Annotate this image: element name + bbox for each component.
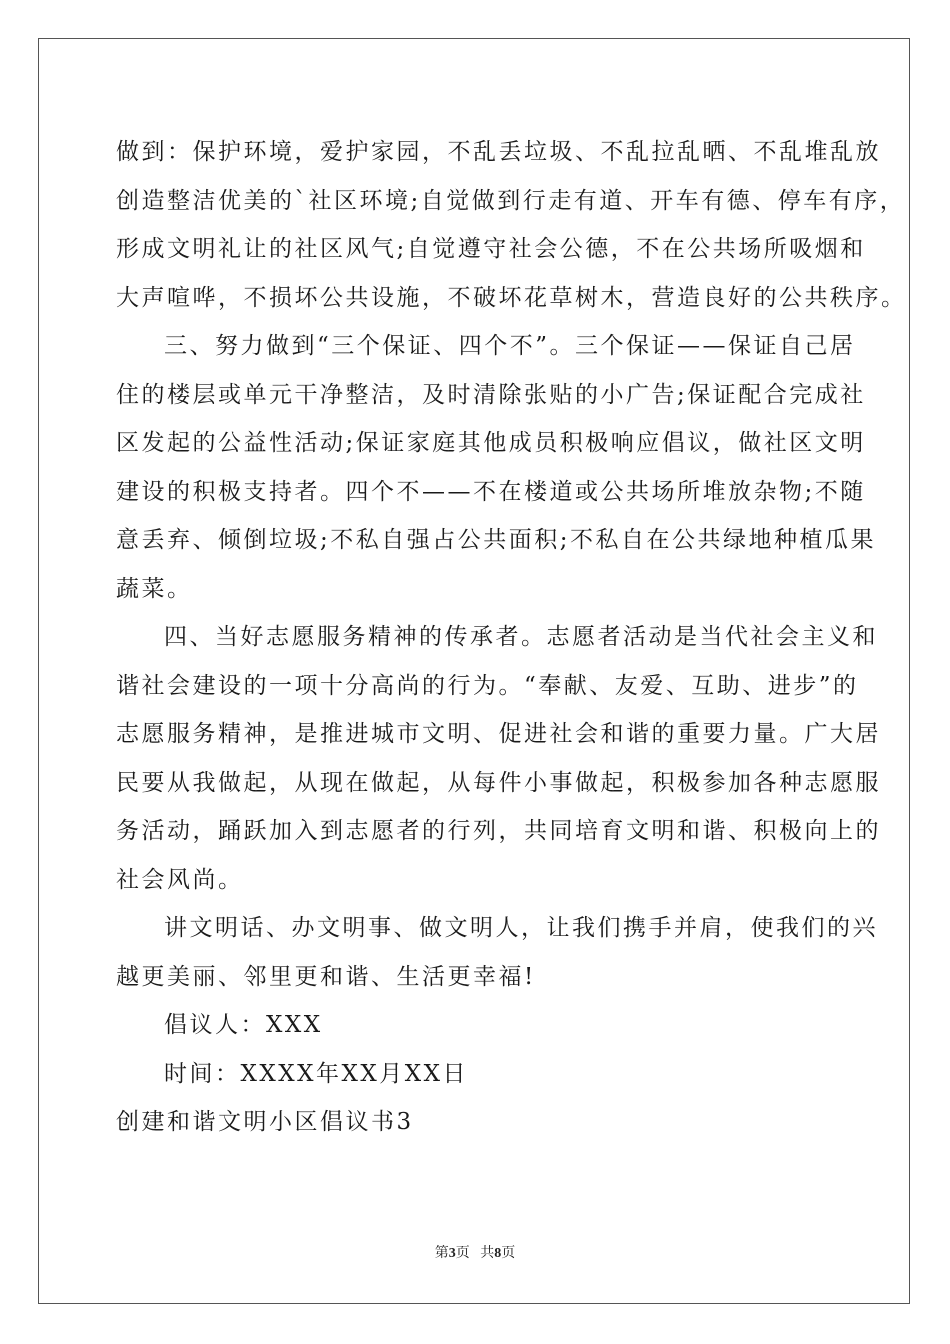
text-line: 建设的积极支持者。四个不——不在楼道或公共场所堆放杂物;不随 <box>116 478 866 505</box>
text-line: 民要从我做起，从现在做起，从每件小事做起，积极参加各种志愿服 <box>116 769 881 796</box>
document-body <box>116 128 907 1147</box>
date-line: 时间：XXXX年XX月XX日 <box>164 1060 468 1087</box>
current-page-number: 3 <box>448 1246 456 1261</box>
footer-total-suffix: 页 <box>501 1246 516 1261</box>
text-line: 住的楼层或单元干净整洁，及时清除张贴的小广告;保证配合完成社 <box>116 381 866 408</box>
total-page-number: 8 <box>494 1246 502 1261</box>
proposer-line: 倡议人：XXX <box>164 1012 323 1038</box>
text-line: 做到：保护环境，爱护家园，不乱丢垃圾、不乱拉乱晒、不乱堆乱放 <box>116 139 881 165</box>
text-line: 蔬菜。 <box>116 575 193 602</box>
text-line: 创造整洁优美的`社区环境;自觉做到行走有道、开车有德、停车有序， <box>116 187 906 214</box>
page-number-footer <box>0 1244 950 1264</box>
text-line: 务活动，踊跃加入到志愿者的行列，共同培育文明和谐、积极向上的 <box>116 818 881 844</box>
text-line: 形成文明礼让的社区风气;自觉遵守社会公德，不在公共场所吸烟和 <box>116 236 866 262</box>
text-line: 社会风尚。 <box>116 866 244 893</box>
text-line: 大声喧哗，不损坏公共设施，不破坏花草树木，营造良好的公共秩序。 <box>116 284 907 311</box>
paragraph-start-line: 讲文明话、办文明事、做文明人，让我们携手并肩，使我们的兴 <box>164 915 878 941</box>
section-title: 创建和谐文明小区倡议书3 <box>116 1109 414 1135</box>
footer-page-suffix: 页 <box>455 1246 470 1261</box>
text-line: 区发起的公益性活动;保证家庭其他成员积极响应倡议，做社区文明 <box>116 430 866 456</box>
text-line: 谐社会建设的一项十分高尚的行为。“奉献、友爱、互助、进步”的 <box>116 672 859 699</box>
text-line: 越更美丽、邻里更和谐、生活更幸福! <box>116 963 536 990</box>
footer-prefix: 第 <box>434 1246 449 1261</box>
paragraph-start-line: 三、努力做到“三个保证、四个不”。三个保证——保证自己居 <box>164 333 856 359</box>
paragraph-start-line: 四、当好志愿服务精神的传承者。志愿者活动是当代社会主义和 <box>164 624 878 650</box>
footer-total-prefix: 共 <box>480 1246 495 1261</box>
text-line: 意丢弃、倾倒垃圾;不私自强占公共面积;不私自在公共绿地种植瓜果 <box>116 527 876 553</box>
text-line: 志愿服务精神，是推进城市文明、促进社会和谐的重要力量。广大居 <box>116 721 881 747</box>
